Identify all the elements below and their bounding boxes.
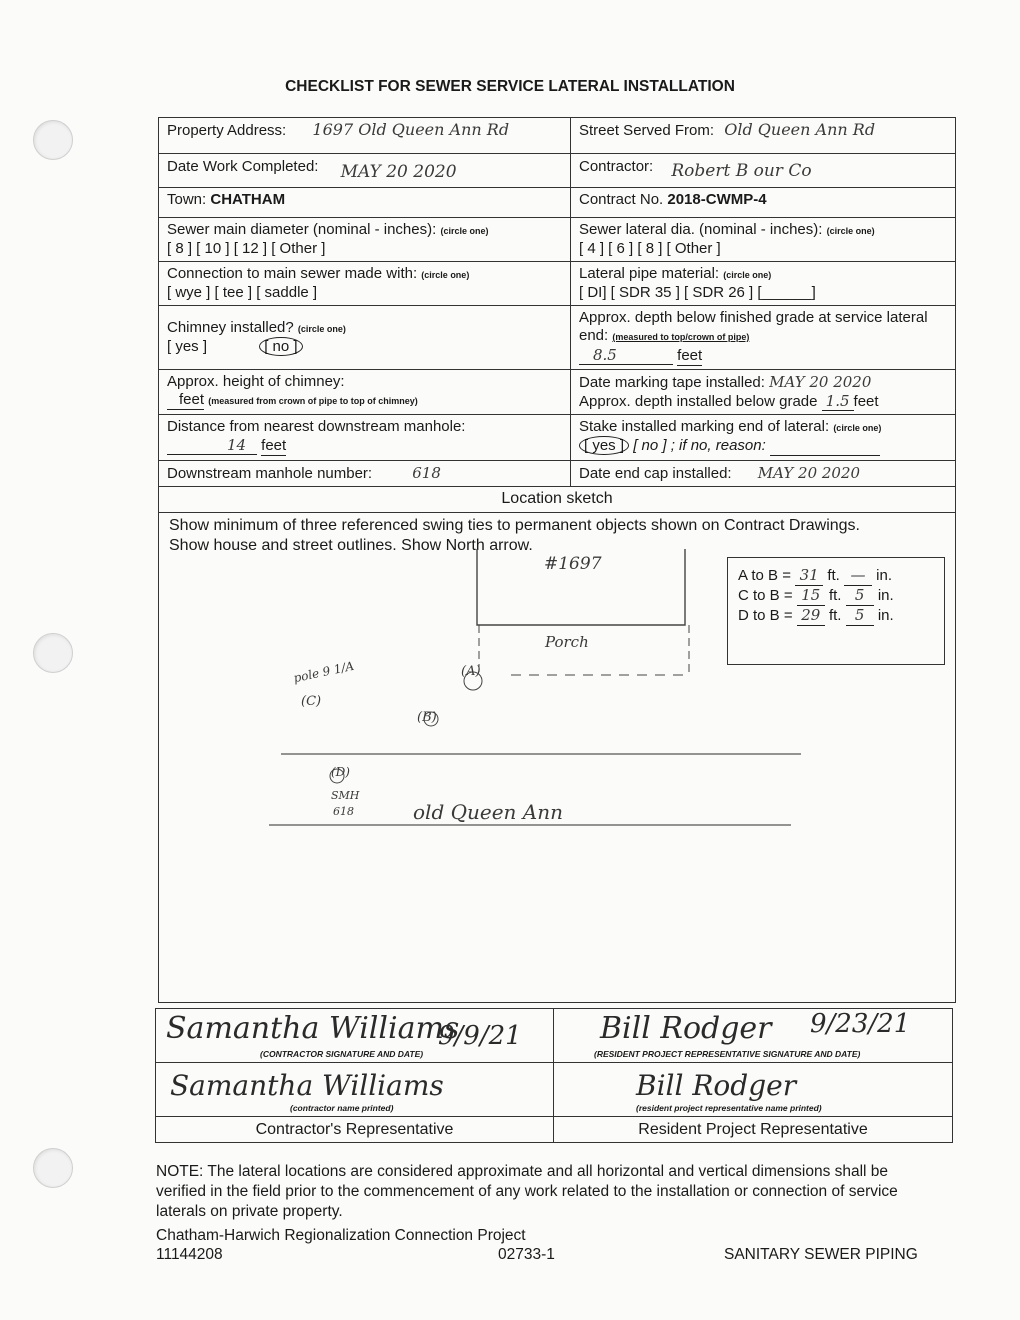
stake-no-reason[interactable]: [ no ] ; if no, reason: bbox=[633, 437, 766, 454]
chimney-height-note: (measured from crown of pipe to top of chimney) bbox=[208, 396, 418, 406]
location-sketch-header: Location sketch bbox=[159, 487, 956, 513]
pipe-material-cell[interactable] bbox=[571, 262, 956, 306]
swing-tie-row bbox=[738, 606, 934, 626]
contract-value: 2018-CWMP-4 bbox=[667, 191, 767, 208]
contractor-signature-date: 9/9/21 bbox=[438, 1021, 522, 1051]
contractor-name: Samantha Williams bbox=[170, 1069, 444, 1102]
porch-label: Porch bbox=[545, 633, 589, 651]
feet-unit: ft. bbox=[828, 607, 842, 624]
swing-ties-box bbox=[727, 557, 945, 665]
lateral-diameter-cell[interactable] bbox=[571, 218, 956, 262]
stake-cell[interactable] bbox=[571, 415, 956, 461]
chimney-label: Chimney installed? bbox=[167, 319, 294, 336]
section-category: SANITARY SEWER PIPING bbox=[724, 1246, 918, 1263]
resident-signature-cell[interactable] bbox=[554, 1009, 953, 1063]
swing-ties-list bbox=[738, 566, 934, 626]
manhole-label: Downstream manhole number: bbox=[167, 465, 373, 482]
lateral-diameter-options[interactable]: [ 4 ] [ 6 ] [ 8 ] [ Other ] bbox=[579, 240, 721, 257]
swing-tie-label: C to B = bbox=[738, 587, 793, 604]
depth-unit: feet bbox=[677, 347, 703, 364]
inches-unit: in. bbox=[877, 587, 894, 604]
depth-note: (measured to top/crown of pipe) bbox=[612, 332, 750, 342]
checklist-table bbox=[158, 117, 956, 1003]
contract-cell bbox=[571, 188, 956, 218]
endcap-cell[interactable] bbox=[571, 461, 956, 487]
street-served-cell[interactable] bbox=[571, 118, 956, 154]
stake-yes-option[interactable]: [ yes ] bbox=[579, 436, 629, 455]
marking-tape-cell[interactable] bbox=[571, 370, 956, 415]
main-diameter-label: Sewer main diameter (nominal - inches): bbox=[167, 221, 437, 238]
depth-cell[interactable] bbox=[571, 306, 956, 370]
town-value: CHATHAM bbox=[210, 191, 286, 208]
property-address-label: Property Address: bbox=[167, 122, 287, 139]
project-name: Chatham-Harwich Regionalization Connection Project bbox=[156, 1227, 526, 1244]
street-served-label: Street Served From: bbox=[579, 122, 715, 139]
contractor-label: Contractor: bbox=[579, 158, 654, 175]
date-completed-cell[interactable] bbox=[159, 154, 571, 188]
endcap-value: MAY 20 2020 bbox=[757, 464, 861, 482]
point-a-label: (A) bbox=[461, 664, 481, 679]
resident-signature: Bill Rodger bbox=[600, 1011, 772, 1046]
feet-unit: ft. bbox=[828, 587, 842, 604]
tape-depth-unit: feet bbox=[853, 393, 879, 410]
tape-date-label: Date marking tape installed: bbox=[579, 374, 765, 391]
chimney-yes-option[interactable]: [ yes ] bbox=[167, 338, 208, 355]
point-b-label: (B) bbox=[417, 710, 437, 725]
contractor-value: Robert B our Co bbox=[671, 161, 812, 181]
connection-label: Connection to main sewer made with: bbox=[167, 265, 418, 282]
swing-tie-inches: 5 bbox=[846, 606, 874, 626]
punch-hole-middle bbox=[33, 633, 73, 673]
date-completed-value: MAY 20 2020 bbox=[340, 162, 457, 182]
section-number: 02733-1 bbox=[498, 1246, 555, 1263]
manhole-cell[interactable] bbox=[159, 461, 571, 487]
contractor-name-cell[interactable] bbox=[156, 1063, 554, 1117]
resident-signature-caption: (RESIDENT PROJECT REPRESENTATIVE SIGNATURE AND DATE) bbox=[594, 1049, 861, 1059]
note-paragraph: NOTE: The lateral locations are considered approximate and all horizontal and vertical dimensions shall be verified in the field prior to the commencement of any work related to the installation or connection of service laterals on private property. bbox=[156, 1163, 898, 1220]
connection-cell[interactable] bbox=[159, 262, 571, 306]
contractor-name-caption: (contractor name printed) bbox=[290, 1103, 394, 1113]
chimney-cell[interactable] bbox=[159, 306, 571, 370]
contractor-role: Contractor's Representative bbox=[156, 1117, 554, 1143]
contract-label: Contract No. bbox=[579, 191, 664, 208]
town-label: Town: bbox=[167, 191, 207, 208]
pipe-material-label: Lateral pipe material: bbox=[579, 265, 720, 282]
punch-hole-top bbox=[33, 120, 73, 160]
contractor-signature: Samantha Williams bbox=[166, 1011, 460, 1046]
chimney-height-label: Approx. height of chimney: bbox=[167, 373, 345, 390]
chimney-no-option[interactable]: [ no ] bbox=[259, 337, 302, 356]
swing-tie-feet: 15 bbox=[797, 586, 825, 606]
distance-value: 14 bbox=[167, 436, 257, 455]
project-number: 11144208 bbox=[156, 1246, 223, 1263]
tape-date-value: MAY 20 2020 bbox=[769, 373, 872, 391]
pole-label: pole 9 1/A bbox=[292, 658, 356, 686]
signature-table bbox=[155, 1008, 953, 1143]
swing-tie-row bbox=[738, 566, 934, 586]
swing-tie-feet: 31 bbox=[795, 566, 823, 586]
point-c-label: (C) bbox=[301, 694, 322, 709]
circle-one-note: (circle one) bbox=[440, 226, 489, 236]
circle-one-note: (circle one) bbox=[421, 270, 470, 280]
tape-depth-label: Approx. depth installed below grade bbox=[579, 393, 818, 410]
main-diameter-cell[interactable] bbox=[159, 218, 571, 262]
smh-number: 618 bbox=[333, 805, 354, 818]
circle-one-note: (circle one) bbox=[723, 270, 772, 280]
location-sketch-area[interactable] bbox=[159, 513, 956, 1003]
sketch-instruction-1: Show minimum of three referenced swing ties to permanent objects shown on Contract Drawings. bbox=[169, 517, 860, 534]
resident-name: Bill Rodger bbox=[636, 1069, 797, 1102]
circle-one-note: (circle one) bbox=[826, 226, 875, 236]
contractor-signature-cell[interactable] bbox=[156, 1009, 554, 1063]
circle-one-note: (circle one) bbox=[833, 423, 882, 433]
swing-tie-label: D to B = bbox=[738, 607, 793, 624]
smh-label: SMH bbox=[331, 789, 360, 802]
stake-label: Stake installed marking end of lateral: bbox=[579, 418, 830, 435]
distance-label: Distance from nearest downstream manhole: bbox=[167, 418, 466, 435]
property-address-value: 1697 Old Queen Ann Rd bbox=[312, 120, 510, 139]
sketch-instruction-2: Show house and street outlines. Show North arrow. bbox=[169, 537, 533, 554]
resident-signature-date: 9/23/21 bbox=[810, 1009, 911, 1039]
page-title: CHECKLIST FOR SEWER SERVICE LATERAL INSTALLATION bbox=[285, 78, 735, 95]
house-label: #1697 bbox=[544, 554, 602, 574]
connection-options[interactable]: [ wye ] [ tee ] [ saddle ] bbox=[167, 284, 318, 301]
resident-role: Resident Project Representative bbox=[554, 1117, 953, 1143]
punch-hole-bottom bbox=[33, 1148, 73, 1188]
swing-tie-label: A to B = bbox=[738, 567, 791, 584]
manhole-value: 618 bbox=[412, 464, 441, 482]
swing-tie-inches: 5 bbox=[846, 586, 874, 606]
point-d-label: (D) bbox=[331, 765, 350, 779]
chimney-height-cell[interactable] bbox=[159, 370, 571, 415]
street-served-value: Old Queen Ann Rd bbox=[724, 120, 876, 139]
distance-unit: feet bbox=[261, 437, 287, 454]
circle-one-note: (circle one) bbox=[297, 324, 346, 334]
contractor-signature-caption: (CONTRACTOR SIGNATURE AND DATE) bbox=[260, 1049, 424, 1059]
resident-name-caption: (resident project representative name printed) bbox=[636, 1103, 822, 1113]
distance-cell[interactable] bbox=[159, 415, 571, 461]
swing-tie-inches: — bbox=[844, 566, 872, 586]
property-address-cell[interactable] bbox=[159, 118, 571, 154]
lateral-diameter-label: Sewer lateral dia. (nominal - inches): bbox=[579, 221, 823, 238]
town-cell bbox=[159, 188, 571, 218]
chimney-height-unit: feet bbox=[167, 391, 204, 410]
depth-label: Approx. depth below finished grade at service lateral end: bbox=[579, 309, 928, 344]
swing-tie-row bbox=[738, 586, 934, 606]
endcap-label: Date end cap installed: bbox=[579, 465, 732, 482]
inches-unit: in. bbox=[877, 607, 894, 624]
contractor-cell[interactable] bbox=[571, 154, 956, 188]
swing-tie-feet: 29 bbox=[797, 606, 825, 626]
date-completed-label: Date Work Completed: bbox=[167, 158, 319, 175]
resident-name-cell[interactable] bbox=[554, 1063, 953, 1117]
pipe-material-options[interactable]: [ DI] [ SDR 35 ] [ SDR 26 ] [______] bbox=[579, 284, 816, 301]
feet-unit: ft. bbox=[827, 567, 840, 584]
main-diameter-options[interactable]: [ 8 ] [ 10 ] [ 12 ] [ Other ] bbox=[167, 240, 326, 257]
inches-unit: in. bbox=[876, 567, 893, 584]
street-label: old Queen Ann bbox=[413, 800, 563, 824]
tape-depth-value: 1.5 bbox=[822, 392, 854, 411]
depth-value: 8.5 bbox=[579, 346, 673, 365]
